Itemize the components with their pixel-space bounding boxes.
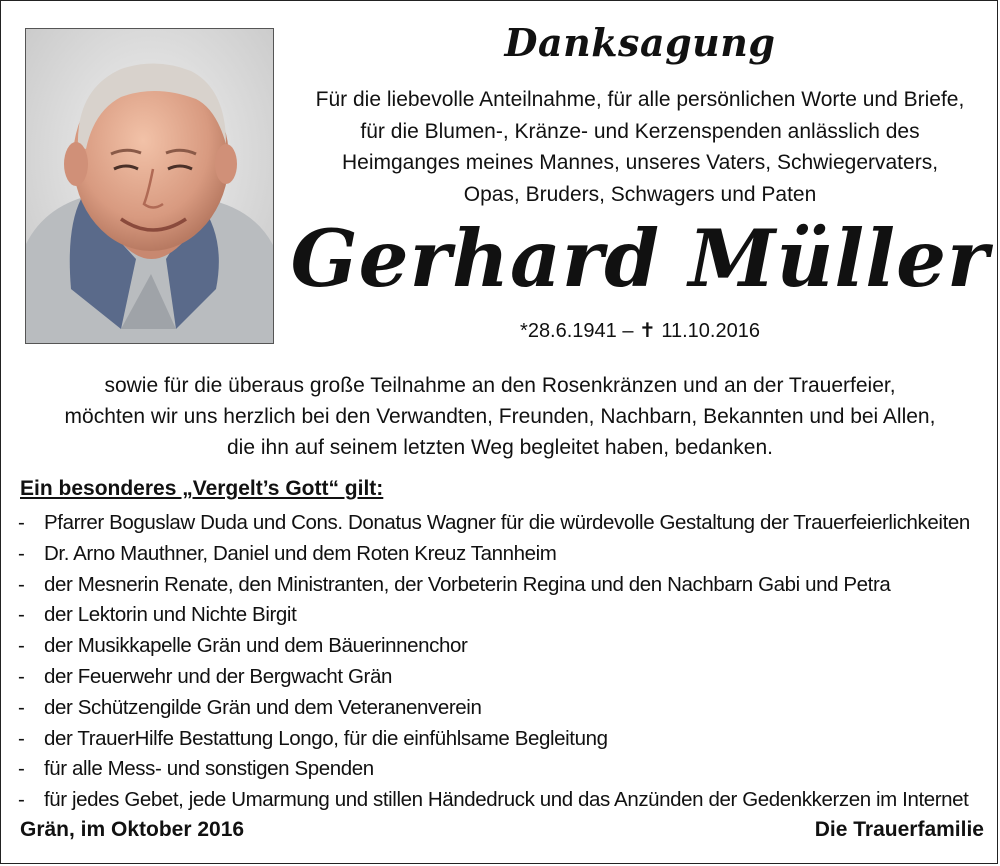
list-dash: - [18,664,25,688]
list-dash: - [18,788,25,812]
signature: Die Trauerfamilie [814,818,984,841]
list-dash: - [18,726,25,750]
list-item-text: der Lektorin und Nichte Birgit [44,603,297,627]
list-item [18,539,988,570]
list-item [18,693,988,724]
list-item-text: der Feuerwehr und der Bergwacht Grän [44,664,392,688]
portrait-photo [25,28,274,344]
list-dash: - [18,511,25,534]
list-item-text: Pfarrer Boguslaw Duda und Cons. Donatus Wagner für die würdevolle Gestaltung der Trauerfeierlichkeiten [44,511,970,534]
intro-line: Heimganges meines Mannes, unseres Vaters, Schwiegervaters, [341,151,939,174]
list-item-text: der Mesnerin Renate, den Ministranten, der Vorbeterin Regina und den Nachbarn Gabi und Petra [44,572,891,596]
list-item-text: der Schützengilde Grän und dem Veteranenverein [44,695,482,719]
thanks-list [18,508,988,816]
special-thanks-heading: Ein besonderes „Vergelt’s Gott“ gilt: [20,477,384,500]
list-item [18,785,988,816]
thanks-line: sowie für die überaus große Teilnahme an den Rosenkränzen und an der Trauerfeier, [104,374,896,397]
list-item [18,570,988,601]
intro-line: Für die liebevolle Anteilnahme, für alle persönlichen Worte und Briefe, [315,88,965,111]
list-item [18,724,988,755]
list-dash: - [18,695,25,719]
list-item-text: für jedes Gebet, jede Umarmung und stillen Händedruck und das Anzünden der Gedenkkerzen im Internet [44,788,969,812]
list-item [18,754,988,785]
intro-text [290,84,990,210]
list-dash: - [18,541,25,565]
list-dash: - [18,757,25,781]
list-dash: - [18,634,25,658]
life-dates: *28.6.1941 – ✝ 11.10.2016 [520,320,760,342]
thanks-line: die ihn auf seinem letzten Weg begleitet haben, bedanken. [227,436,773,459]
list-item-text: Dr. Arno Mauthner, Daniel und dem Roten Kreuz Tannheim [44,541,557,565]
list-dash: - [18,572,25,596]
notice-title: Danksagung [504,20,776,65]
list-item [18,631,988,662]
list-item [18,662,988,693]
intro-line: für die Blumen-, Kränze- und Kerzenspenden anlässlich des [360,119,920,143]
list-item [18,508,988,539]
list-item-text: der Musikkapelle Grän und dem Bäuerinnenchor [44,634,468,658]
intro-line: Opas, Bruders, Schwagers und Paten [463,182,817,206]
thanks-paragraph [20,370,980,463]
place-date: Grän, im Oktober 2016 [20,818,245,841]
deceased-name: Gerhard Müller [290,212,990,305]
thanks-line: möchten wir uns herzlich bei den Verwandten, Freunden, Nachbarn, Bekannten und bei Allen, [64,405,936,428]
list-dash: - [18,603,25,627]
list-item [18,600,988,631]
list-item-text: der TrauerHilfe Bestattung Longo, für die einfühlsame Begleitung [44,726,608,750]
list-item-text: für alle Mess- und sonstigen Spenden [44,757,374,781]
